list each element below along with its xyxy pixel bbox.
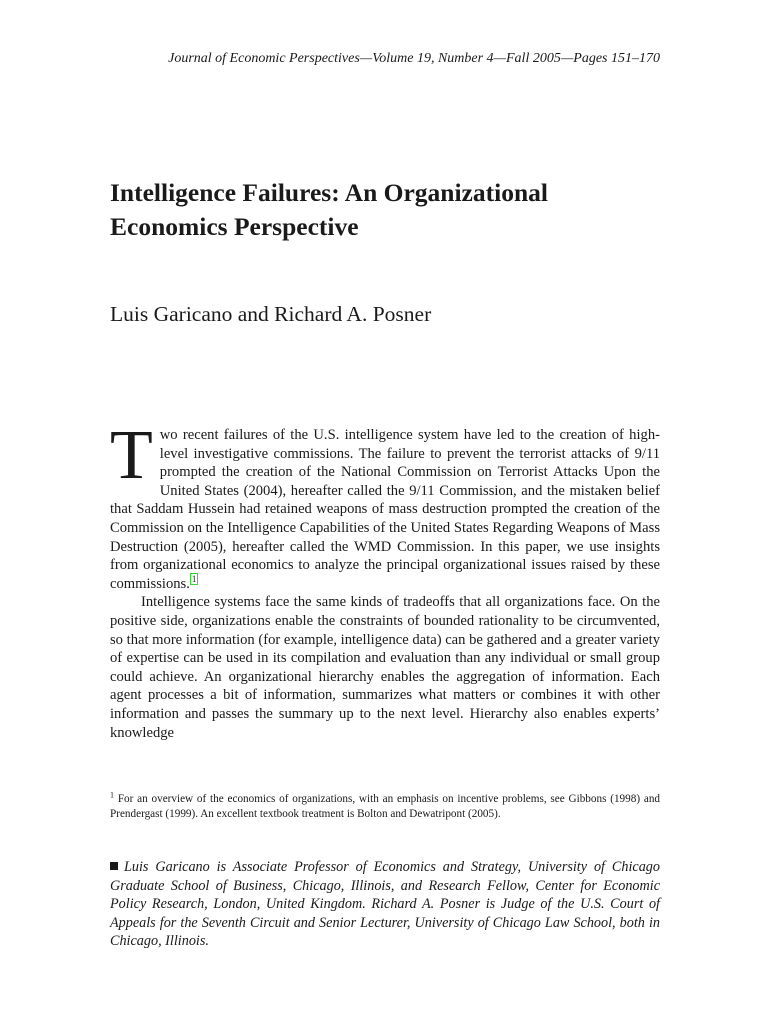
square-bullet-icon bbox=[110, 862, 118, 870]
paragraph-2: Intelligence systems face the same kinds of tradeoffs that all organizations face. On the positive side, organizations enable the constraints of bounded rationality to be circumvented, so that more information (for example, intelligence data) can be gathered and a greater variety of expertise can be used in its compilation and evaluation than any individual or small group could achieve. An organizational hierarchy enables the aggregation of information. Each agent processes a bit of information, summarizes what matters or combines it with other information and passes the summary up to the next level. Hierarchy also enables experts’ knowledge bbox=[110, 594, 660, 741]
footnote-link[interactable]: 1 bbox=[191, 573, 197, 584]
title-line-1: Intelligence Failures: An Organizational bbox=[110, 178, 548, 207]
footnote bbox=[110, 792, 660, 822]
body-text bbox=[110, 417, 660, 742]
paper-title bbox=[110, 176, 670, 244]
footnote-text: For an overview of the economics of organizations, with an emphasis on incentive problems, see Gibbons (1998) and Prendergast (1999). An excellent textbook treatment is Bolton and Dewatripont (2005). bbox=[110, 793, 661, 820]
journal-header: Journal of Economic Perspectives—Volume 19, Number 4—Fall 2005—Pages 151–170 bbox=[168, 51, 660, 66]
affiliation-text: Luis Garicano is Associate Professor of Economics and Strategy, University of Chicago Graduate School of Business, Chicago, Illinois, and Research Fellow, Center for Economic Policy Research, London, United Kingdom. Richard A. Posner is Judge of the U.S. Court of Appeals for the Seventh Circuit and Senior Lecturer, University of Chicago Law School, both in Chicago, Illinois. bbox=[110, 859, 660, 950]
paragraph-1 bbox=[110, 417, 660, 593]
title-line-2: Economics Perspective bbox=[110, 212, 359, 241]
footnote-number: 1 bbox=[110, 790, 114, 800]
paragraph-1-text: wo recent failures of the U.S. intelligence system have led to the creation of high-level investigative commissions. The failure to prevent the terrorist attacks of 9/11 prompted the creation of the National Commission on Terrorist Attacks Upon the United States (2004), hereafter called the 9/11 Commission, and the mistaken belief that Saddam Hussein had retained weapons of mass destruction prompted the creation of the Commission on the Intelligence Capabilities of the United States Regarding Weapons of Mass Destruction (2005), hereafter called the WMD Commission. In this paper, we use insights from organizational economics to analyze the principal organizational issues raised by these commissions. bbox=[110, 427, 660, 592]
authors: Luis Garicano and Richard A. Posner bbox=[110, 302, 432, 326]
drop-cap: T bbox=[110, 417, 153, 494]
author-affiliation bbox=[110, 858, 660, 951]
